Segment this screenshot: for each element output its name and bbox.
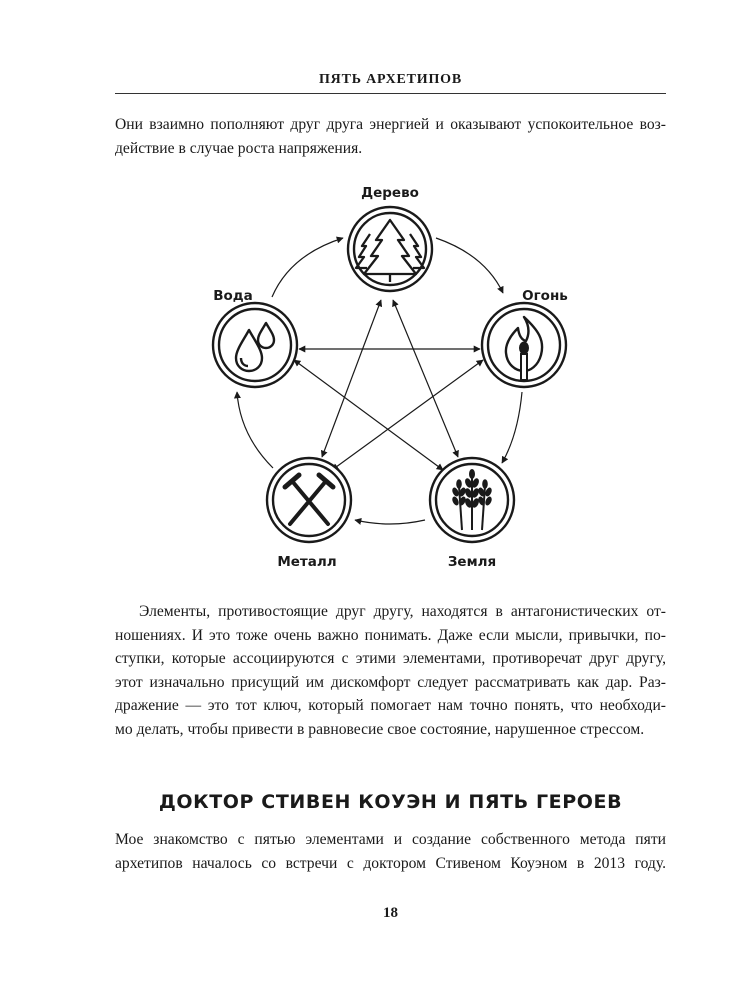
- element-wood: [348, 185, 432, 291]
- arrow-fire-to-earth: [502, 392, 522, 463]
- element-earth: [430, 458, 514, 570]
- paragraph-line: архетипов началось со встречи с доктором Стивеном Коуэном в 2013 году.: [115, 854, 666, 872]
- star-line-water-earth: [294, 360, 443, 470]
- arrow-metal-to-water: [237, 392, 273, 468]
- header-rule: [115, 93, 666, 94]
- page-number: 18: [383, 905, 398, 921]
- paragraph-line: ступки, которые ассоциируются с этими элементами, противоречат друг другу,: [115, 650, 666, 667]
- star-line-fire-metal: [332, 360, 483, 470]
- paragraph-line: Они взаимно пополняют друг друга энергией и оказывают успокоительное воз-: [115, 116, 666, 133]
- section-paragraph: [115, 828, 666, 875]
- label-metal: Металл: [277, 554, 337, 570]
- paragraph-line: этот изначально присущий им дискомфорт следует рассматривать как дар. Раз-: [115, 673, 666, 691]
- element-water: [213, 288, 297, 387]
- running-head: ПЯТЬ АРХЕТИПОВ: [318, 72, 462, 87]
- arrow-wood-to-fire: [436, 238, 503, 293]
- star-line-wood-earth: [393, 300, 458, 457]
- section-heading: ДОКТОР СТИВЕН КОУЭН И ПЯТЬ ГЕРОЕВ: [158, 791, 623, 813]
- label-wood: Дерево: [361, 185, 419, 201]
- element-fire: [482, 288, 568, 387]
- five-elements-diagram: [0, 170, 755, 580]
- paragraph-line: дражение — это тот ключ, который помогает нам точно понять, что необходи-: [115, 697, 666, 714]
- controlling-star: [294, 300, 483, 470]
- arrow-water-to-wood: [272, 238, 343, 297]
- element-metal: [267, 458, 351, 570]
- label-fire: Огонь: [522, 288, 568, 304]
- star-line-wood-metal: [322, 300, 381, 457]
- paragraph-line: Элементы, противостоящие друг другу, находятся в антагонистических от-: [139, 603, 666, 620]
- label-earth: Земля: [447, 554, 497, 570]
- paragraph-line: мо делать, чтобы привести в равновесие свое состояние, нарушенное стрессом.: [115, 720, 645, 738]
- arrow-earth-to-metal: [355, 520, 425, 524]
- label-water: Вода: [213, 288, 253, 304]
- paragraph-line: действие в случае роста напряжения.: [115, 139, 363, 157]
- paragraph-line: ношениях. И это тоже очень важно понимать. Даже если мысли, привычки, по-: [115, 626, 666, 644]
- intro-paragraph: [115, 113, 666, 160]
- paragraph-line: Мое знакомство с пятью элементами и создание собственного метода пяти: [115, 831, 666, 848]
- body-paragraph: [115, 600, 666, 741]
